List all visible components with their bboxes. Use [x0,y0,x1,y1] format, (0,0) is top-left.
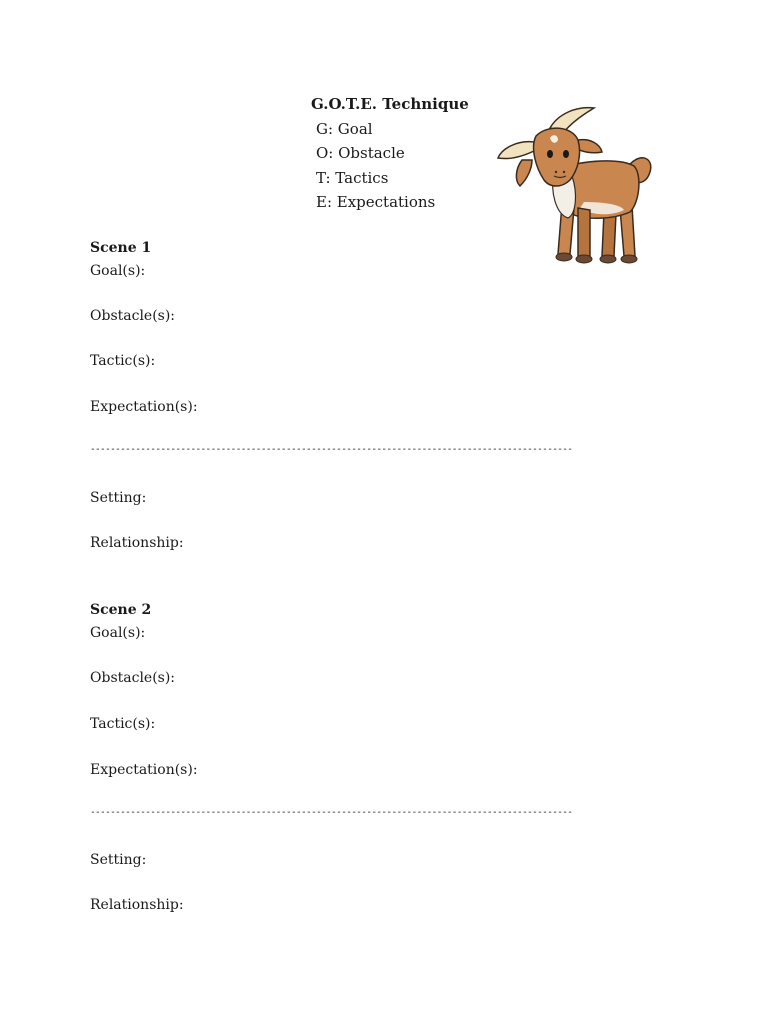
scene-2-divider: ------------------------------------------------------------------------------------------------ [90,807,573,818]
scene-heading: Scene 2 [90,602,152,618]
legend-obstacle: O: Obstacle [316,144,405,162]
legend-tactics: T: Tactics [316,168,389,187]
scene-heading: Scene 1 [90,240,152,256]
scene-2-obstacles-label: Obstacle(s): [90,670,176,686]
legend-expectations: E: Expectations [316,193,436,211]
scene-2-setting-label: Setting: [90,852,147,868]
scene-1-heading [90,237,151,259]
scene-1-relationship-label: Relationship: [90,535,184,551]
scene-1-goals-label: Goal(s): [90,263,146,279]
scene-2-expectations-label: Expectation(s): [90,762,198,778]
scene-1-setting-label: Setting: [90,490,147,506]
page-title: G.O.T.E. Technique [311,95,469,113]
scene-1-tactics-label: Tactic(s): [90,353,156,369]
scene-1-divider: ------------------------------------------------------------------------------------------------ [90,444,573,455]
legend-goal: G: Goal [316,119,373,138]
technique-header [311,92,469,215]
scene-1-obstacles-label: Obstacle(s): [90,308,176,324]
goat-icon [492,104,657,274]
scene-1-expectations-label: Expectation(s): [90,399,198,415]
scene-2-goals-label: Goal(s): [90,625,146,641]
scene-2-tactics-label: Tactic(s): [90,716,156,732]
scene-2-heading [90,599,151,621]
scene-2-relationship-label: Relationship: [90,897,184,913]
